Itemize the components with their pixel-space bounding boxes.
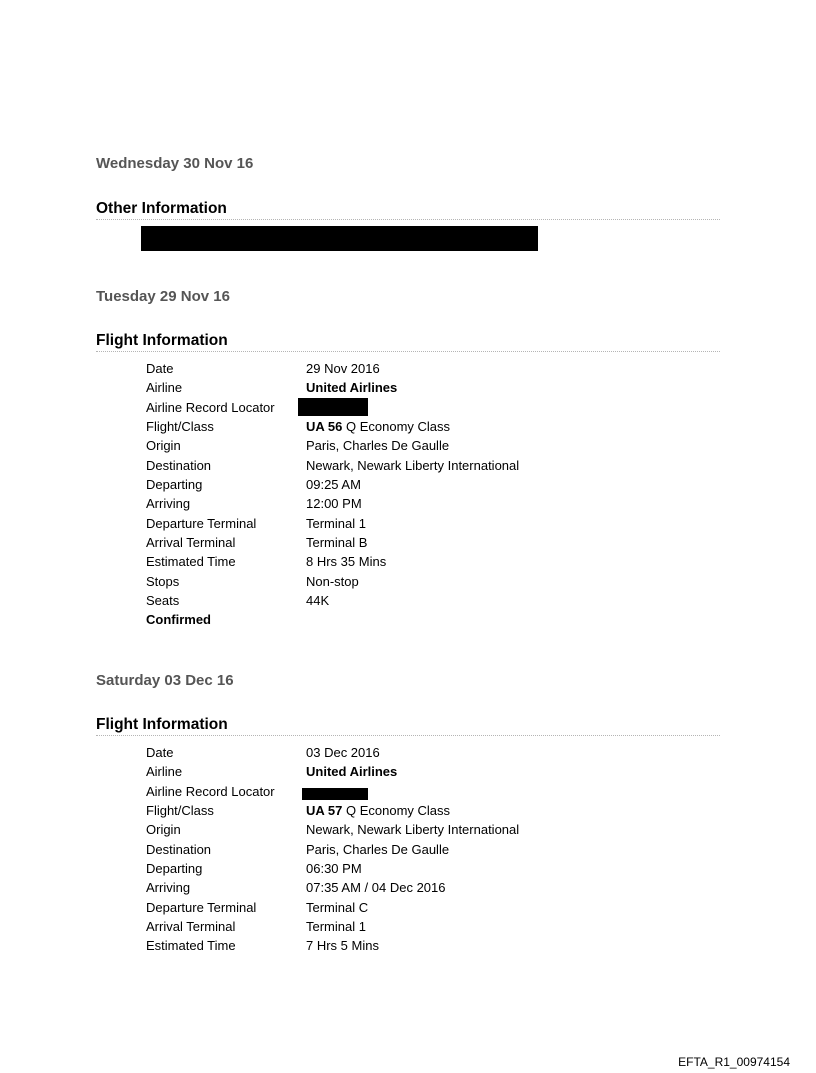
departure-terminal-label: Departure Terminal: [146, 899, 257, 915]
table-row: [146, 801, 519, 820]
flight-class-label: Flight/Class: [146, 803, 214, 819]
table-row: [146, 514, 519, 533]
table-row: [146, 917, 519, 936]
airline-label: Airline: [146, 764, 183, 780]
flight-class: Q Economy Class: [342, 419, 451, 435]
stops-value: Non-stop: [306, 573, 359, 589]
date-value: 29 Nov 2016: [306, 361, 380, 376]
stops-label: Stops: [146, 573, 180, 589]
destination-value: Paris, Charles De Gaulle: [306, 841, 450, 857]
arrival-terminal-label: Arrival Terminal: [146, 919, 236, 935]
arriving-value: 07:35 AM / 04 Dec 2016: [306, 880, 446, 896]
arrival-terminal-value: Terminal 1: [306, 919, 366, 935]
departing-label: Departing: [146, 861, 203, 877]
flight-number: UA 57: [306, 803, 343, 819]
arriving-value: 12:00 PM: [306, 496, 362, 512]
departing-value: 09:25 AM: [306, 477, 361, 493]
origin-value: Newark, Newark Liberty International: [306, 822, 520, 838]
flight-class-label: Flight/Class: [146, 419, 214, 435]
arriving-label: Arriving: [146, 496, 191, 512]
arrival-terminal-value: Terminal B: [306, 535, 368, 551]
table-row: [146, 572, 519, 591]
estimated-time-value: 7 Hrs 5 Mins: [306, 938, 379, 954]
table-row: [146, 378, 519, 397]
table-row: [146, 591, 519, 610]
date-label: Date: [146, 361, 174, 376]
table-row: [146, 936, 519, 955]
day-heading-tuesday: Tuesday 29 Nov 16: [96, 288, 230, 305]
date-label: Date: [146, 745, 174, 760]
table-row: [146, 475, 519, 494]
table-row: [146, 552, 519, 571]
seats-value: 44K: [306, 593, 330, 609]
origin-label: Origin: [146, 438, 181, 454]
origin-label: Origin: [146, 822, 181, 838]
table-row: [146, 456, 519, 475]
table-row: [146, 840, 519, 859]
table-row: [146, 820, 519, 839]
destination-label: Destination: [146, 457, 212, 473]
departing-label: Departing: [146, 477, 203, 493]
airline-value: United Airlines: [306, 764, 398, 780]
table-row: [146, 533, 519, 552]
departure-terminal-value: Terminal C: [306, 899, 369, 915]
table-row: [146, 417, 519, 436]
origin-value: Paris, Charles De Gaulle: [306, 438, 450, 454]
destination-value: Newark, Newark Liberty International: [306, 457, 520, 473]
table-row: [146, 743, 519, 762]
record-locator-redaction: [302, 788, 368, 800]
record-locator-label: Airline Record Locator: [146, 399, 275, 415]
estimated-time-label: Estimated Time: [146, 938, 236, 954]
departing-value: 06:30 PM: [306, 861, 362, 877]
table-row: [146, 494, 519, 513]
departure-terminal-value: Terminal 1: [306, 515, 366, 531]
day-heading-saturday: Saturday 03 Dec 16: [96, 672, 234, 689]
flight-class: Q Economy Class: [342, 803, 451, 819]
estimated-time-value: 8 Hrs 35 Mins: [306, 554, 387, 570]
airline-value: United Airlines: [306, 380, 398, 396]
arriving-label: Arriving: [146, 880, 191, 896]
flight-information-heading-1: Flight Information: [96, 332, 720, 352]
table-row: [146, 878, 519, 897]
table-row: [146, 359, 519, 378]
flight-class-value: [306, 417, 450, 436]
document-id-footer: EFTA_R1_00974154: [678, 1055, 790, 1069]
table-row: [146, 610, 519, 629]
day-heading-wednesday: Wednesday 30 Nov 16: [96, 155, 254, 172]
table-row: [146, 898, 519, 917]
departure-terminal-label: Departure Terminal: [146, 515, 257, 531]
table-row: [146, 398, 519, 417]
arrival-terminal-label: Arrival Terminal: [146, 535, 236, 551]
flight-info-table-2: [146, 743, 519, 956]
other-information-heading: Other Information: [96, 200, 720, 220]
redaction-block: [141, 226, 538, 251]
date-value: 03 Dec 2016: [306, 745, 380, 760]
table-row: [146, 859, 519, 878]
flight-class-value: [306, 801, 450, 820]
seats-label: Seats: [146, 593, 180, 609]
flight-information-heading-2: Flight Information: [96, 716, 720, 736]
table-row: [146, 782, 519, 801]
record-locator-redaction: [298, 398, 368, 416]
airline-label: Airline: [146, 380, 183, 396]
flight-info-table-1: [146, 359, 519, 630]
status-confirmed: Confirmed: [146, 612, 211, 628]
table-row: [146, 762, 519, 781]
destination-label: Destination: [146, 841, 212, 857]
estimated-time-label: Estimated Time: [146, 554, 236, 570]
flight-number: UA 56: [306, 419, 343, 435]
table-row: [146, 436, 519, 455]
record-locator-label: Airline Record Locator: [146, 783, 275, 799]
